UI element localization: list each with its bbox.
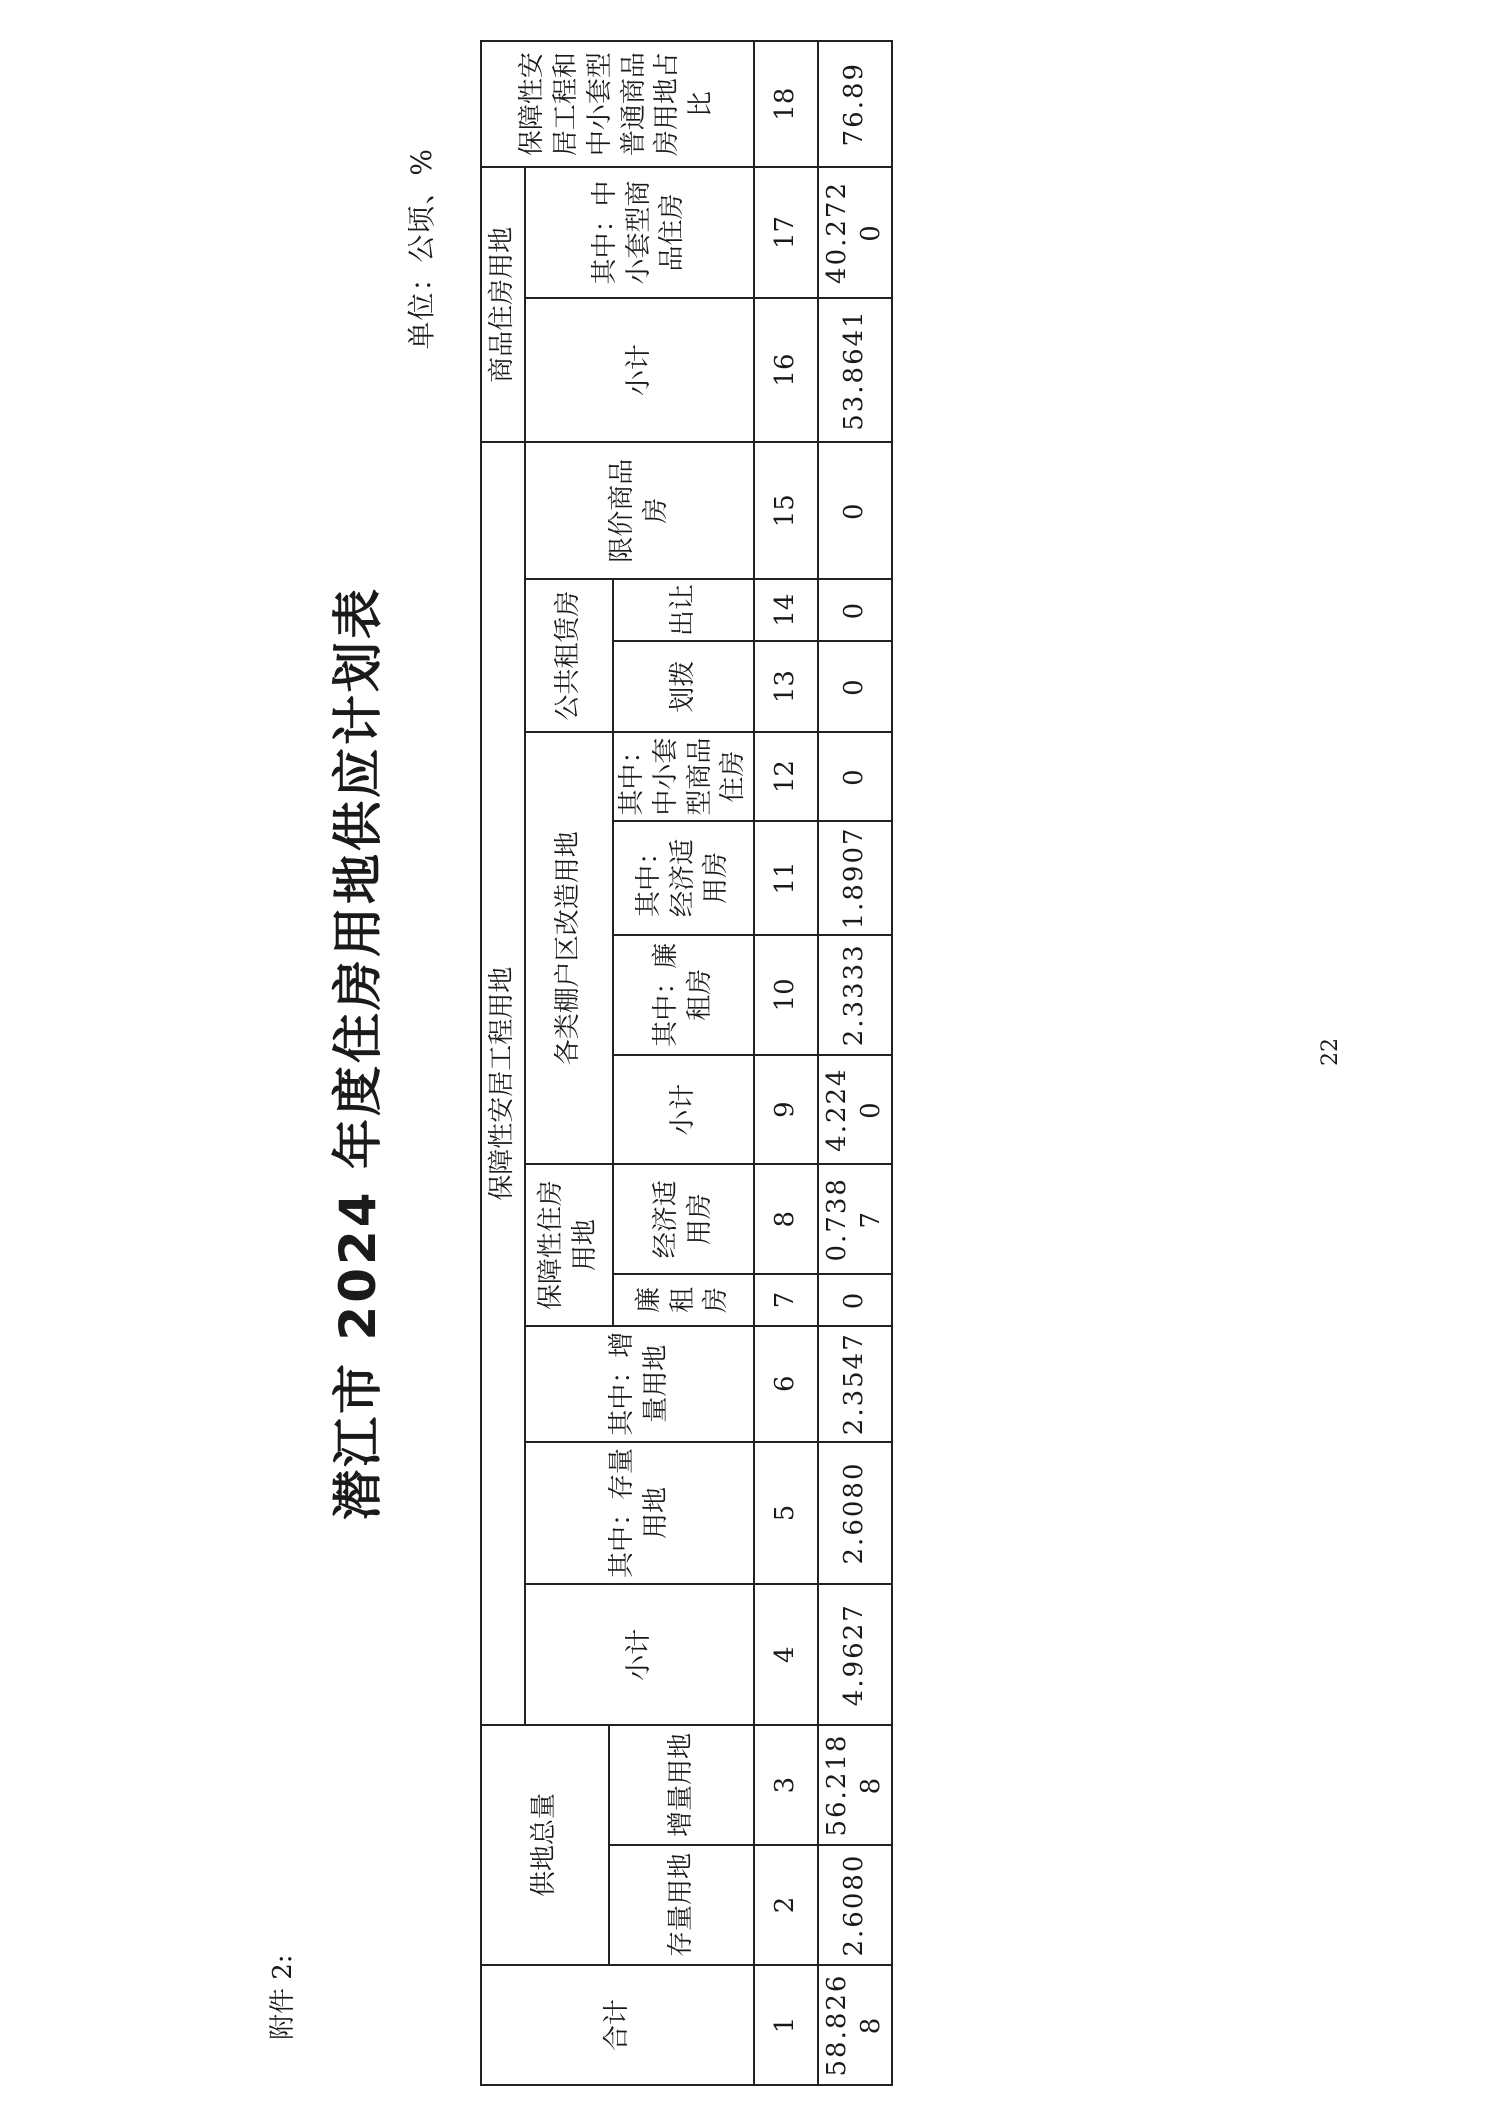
value-cell: 4.9627 [818, 1584, 892, 1725]
column-number: 4 [754, 1584, 818, 1725]
column-number: 1 [754, 1965, 818, 2085]
value-cell: 2.3333 [818, 935, 892, 1055]
value-cell: 0 [818, 732, 892, 821]
header-supply-total: 供地总量 [481, 1725, 609, 1965]
header-commercial-small: 其中：中小套型商品住房 [525, 167, 754, 297]
document-title: 潜江市 2024 年度住房用地供应计划表 [329, 586, 387, 1520]
unit-label: 单位：公顷、% [405, 148, 438, 350]
value-cell: 0 [818, 1274, 892, 1326]
column-number: 9 [754, 1055, 818, 1165]
header-ratio: 保障性安居工程和中小套型普通商品房用地占比 [481, 41, 754, 167]
header-shanty-subtotal: 小计 [613, 1055, 754, 1165]
column-number: 15 [754, 442, 818, 579]
header-allocation: 划拨 [613, 641, 754, 732]
column-number: 7 [754, 1274, 818, 1326]
value-cell: 2.3547 [818, 1326, 892, 1442]
header-price-limited: 限价商品房 [525, 442, 754, 579]
column-number: 16 [754, 298, 818, 443]
column-number: 3 [754, 1725, 818, 1845]
value-cell: 58.8268 [818, 1965, 892, 2085]
header-shanty-low-rent: 其中：廉租房 [613, 935, 754, 1055]
column-number: 12 [754, 732, 818, 821]
header-economic: 经济适用房 [613, 1164, 754, 1274]
column-number: 18 [754, 41, 818, 167]
header-low-rent: 廉租房 [613, 1274, 754, 1326]
header-commercial-subtotal: 小计 [525, 298, 754, 443]
column-number: 5 [754, 1442, 818, 1585]
value-cell: 0.7387 [818, 1164, 892, 1274]
header-public-rental: 公共租赁房 [525, 579, 613, 732]
value-cell: 2.6080 [818, 1442, 892, 1585]
attachment-label: 附件 2: [268, 1954, 298, 2040]
header-shanty-economic: 其中：经济适用房 [613, 821, 754, 935]
header-shanty: 各类棚户区改造用地 [525, 732, 613, 1164]
column-number: 17 [754, 167, 818, 297]
header-shanty-small: 其中：中小套型商品住房 [613, 732, 754, 821]
header-stock-land: 存量用地 [609, 1845, 754, 1965]
header-of-which-new: 其中：增量用地 [525, 1326, 754, 1442]
value-cell: 0 [818, 579, 892, 641]
column-number: 10 [754, 935, 818, 1055]
header-new-land: 增量用地 [609, 1725, 754, 1845]
column-number: 11 [754, 821, 818, 935]
column-number: 8 [754, 1164, 818, 1274]
header-security-housing: 保障性住房用地 [525, 1164, 613, 1325]
value-cell: 1.8907 [818, 821, 892, 935]
value-cell: 76.89 [818, 41, 892, 167]
header-subtotal: 小计 [525, 1584, 754, 1725]
value-cell: 0 [818, 442, 892, 579]
column-number: 14 [754, 579, 818, 641]
column-number: 13 [754, 641, 818, 732]
column-number: 6 [754, 1326, 818, 1442]
header-transfer: 出让 [613, 579, 754, 641]
value-cell: 2.6080 [818, 1845, 892, 1965]
header-of-which-stock: 其中：存量用地 [525, 1442, 754, 1585]
value-row [818, 41, 892, 2085]
header-total: 合计 [481, 1965, 754, 2085]
value-cell: 56.2188 [818, 1725, 892, 1845]
value-cell: 53.8641 [818, 298, 892, 443]
supply-plan-table [480, 40, 893, 2086]
value-cell: 0 [818, 641, 892, 732]
page-number: 22 [1318, 1038, 1343, 1066]
column-number-row [754, 41, 818, 2085]
header-commercial: 商品住房用地 [481, 167, 525, 442]
value-cell: 40.2720 [818, 167, 892, 297]
value-cell: 4.2240 [818, 1055, 892, 1165]
header-security-project: 保障性安居工程用地 [481, 442, 525, 1725]
column-number: 2 [754, 1845, 818, 1965]
